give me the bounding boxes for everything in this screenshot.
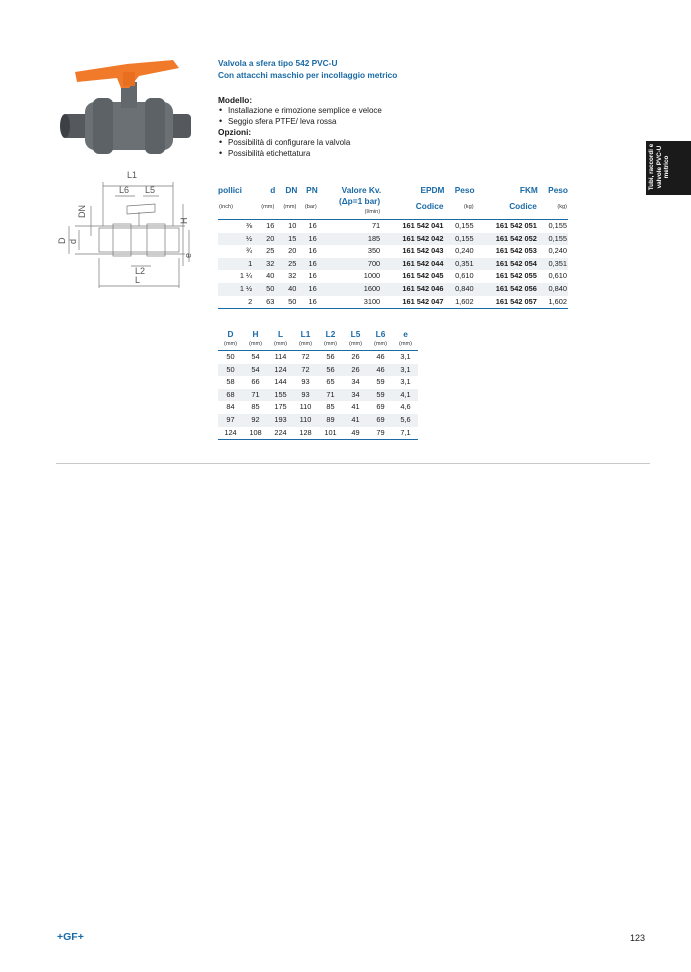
svg-text:L1: L1 [127, 170, 138, 180]
gf-logo: +GF+ [57, 931, 84, 943]
table-cell: 41 [343, 414, 368, 427]
table-cell: 34 [351, 377, 360, 387]
table-cell: 26 [343, 364, 368, 377]
table-header-row [218, 329, 418, 340]
col-subheader: Codice [415, 201, 444, 211]
table-cell: 97 [218, 414, 243, 427]
unit-label: (mm) [398, 341, 413, 347]
table-cell: 89 [318, 414, 343, 427]
table-cell: 25 [266, 246, 275, 256]
col-header: PN [306, 185, 318, 195]
svg-text:DN: DN [77, 205, 87, 218]
table-cell: 161 542 046 [381, 283, 444, 296]
table-cell: 69 [376, 402, 385, 412]
table-cell: 0,840 [444, 283, 474, 296]
col-header: D [227, 329, 234, 339]
unit-label: (mm) [261, 203, 275, 210]
table-cell: 161 542 044 [381, 258, 444, 271]
table-cell: 161 542 053 [495, 246, 537, 256]
col-subheader: (Δp=1 bar) [338, 196, 381, 206]
table-cell: 59 [368, 389, 393, 402]
side-tab-line: valvole PVC-U [655, 145, 663, 189]
unit-label: (inch) [219, 203, 233, 210]
table-cell: 161 542 056 [475, 283, 538, 296]
table-cell: 4,6 [400, 402, 411, 412]
table-cell: 110 [293, 414, 318, 427]
table-cell: 58 [226, 377, 235, 387]
svg-text:L2: L2 [135, 266, 146, 276]
features-block [218, 95, 478, 159]
table-cell: 56 [318, 364, 343, 377]
table-cell: 40 [275, 283, 297, 296]
table-cell: ¾ [246, 246, 253, 256]
table-row [218, 389, 418, 402]
table-cell: 50 [253, 283, 275, 296]
table-cell: 71 [318, 389, 343, 402]
table-header-row [218, 185, 568, 196]
opzioni-heading: Opzioni: [218, 127, 252, 137]
table-cell: 93 [301, 377, 310, 387]
unit-label: (bar) [304, 203, 317, 210]
table-row [218, 245, 568, 258]
table-cell: 26 [351, 352, 360, 361]
table-cell: 1600 [318, 283, 381, 296]
side-tab-line: metrico [663, 155, 670, 179]
table-cell: 15 [275, 233, 297, 246]
svg-text:L5: L5 [145, 185, 156, 195]
valve-product-image [55, 52, 200, 157]
table-cell: 700 [318, 258, 381, 271]
svg-text:H: H [179, 217, 189, 224]
svg-text:L6: L6 [119, 185, 130, 195]
table-cell: 161 542 041 [402, 221, 444, 230]
table-cell: 110 [299, 402, 312, 412]
table-row [218, 233, 568, 246]
codes-table [218, 185, 568, 309]
table-cell: 0,155 [455, 221, 474, 230]
table-cell: 161 542 045 [402, 271, 444, 281]
table-cell: 32 [288, 271, 297, 281]
table-cell: 4,1 [393, 389, 418, 402]
table-cell: 155 [268, 389, 293, 402]
product-title: Valvola a sfera tipo 542 PVC-U Con attacchi maschio per incollaggio metrico [218, 58, 398, 80]
table-cell: 1,602 [455, 296, 474, 306]
table-cell: 16 [308, 296, 317, 306]
table-cell: 161 542 042 [381, 233, 444, 246]
unit-label: (mm) [273, 341, 288, 347]
table-cell: 161 542 054 [475, 258, 538, 271]
table-cell: 161 542 043 [402, 246, 444, 256]
table-cell: 350 [367, 246, 381, 256]
table-cell: 54 [243, 364, 268, 377]
table-cell: 16 [297, 283, 317, 296]
table-cell: 5,6 [393, 414, 418, 427]
unit-label: (mm) [283, 203, 297, 210]
table-row [218, 364, 418, 377]
table-row [218, 351, 418, 364]
table-cell: 84 [226, 402, 235, 412]
table-cell: 0,240 [455, 246, 474, 256]
table-cell: 20 [288, 246, 297, 256]
table-cell: 79 [376, 427, 385, 437]
table-cell: 0,155 [548, 221, 567, 230]
col-header: L [277, 329, 284, 339]
svg-text:d: d [68, 238, 78, 244]
table-cell: 224 [274, 427, 287, 437]
table-cell: 50 [218, 364, 243, 377]
table-cell: 0,610 [548, 271, 567, 281]
table-cell: 16 [266, 221, 275, 230]
table-cell: 63 [266, 296, 275, 306]
table-cell: 101 [324, 427, 337, 437]
page-number: 123 [630, 933, 646, 943]
table-cell: 124 [268, 364, 293, 377]
table-cell: 32 [253, 258, 275, 271]
table-row [218, 427, 418, 440]
table-cell: 3,1 [393, 364, 418, 377]
section-side-tab [646, 141, 691, 195]
opzioni-item: • Possibilità etichettatura [218, 149, 478, 160]
col-subheader: Codice [509, 201, 537, 211]
table-cell: 3100 [363, 296, 381, 306]
table-cell: 1 [218, 258, 253, 271]
table-cell: 41 [351, 402, 360, 412]
table-cell: 0,840 [538, 283, 568, 296]
table-cell: 25 [275, 258, 297, 271]
unit-label: (mm) [373, 341, 388, 347]
col-header: Peso [454, 185, 475, 195]
table-cell: 1000 [363, 271, 381, 281]
table-cell: 0,351 [444, 258, 474, 271]
table-cell: 50 [288, 296, 297, 306]
table-cell: ⅜ [246, 221, 253, 230]
table-cell: 161 542 052 [475, 233, 538, 246]
table-cell: 0,610 [455, 271, 474, 281]
col-header: FKM [519, 185, 538, 195]
table-cell: 10 [288, 221, 297, 230]
modello-item: • Seggio sfera PTFE/ leva rossa [218, 117, 478, 128]
table-cell: 72 [301, 352, 310, 361]
table-cell: 59 [376, 377, 385, 387]
table-cell: 49 [351, 427, 360, 437]
table-cell: 128 [299, 427, 312, 437]
table-cell: 1 ½ [218, 283, 253, 296]
modello-item: • Installazione e rimozione semplice e veloce [218, 106, 478, 117]
table-cell: 161 542 055 [495, 271, 537, 281]
table-cell: 0,351 [538, 258, 568, 271]
table-cell: 71 [371, 221, 381, 230]
unit-label: (l/min) [364, 209, 381, 215]
dimension-diagram [55, 166, 195, 294]
table-cell: 16 [308, 246, 317, 256]
table-cell: 193 [268, 414, 293, 427]
svg-text:L: L [135, 275, 141, 285]
table-cell: 92 [243, 414, 268, 427]
col-header: e [403, 329, 408, 339]
table-row [218, 220, 568, 233]
col-header: pollici [218, 185, 242, 195]
unit-label: (mm) [223, 341, 238, 347]
table-cell: 2 [248, 296, 253, 306]
side-tab-line: Tubi, raccordi e [648, 143, 655, 191]
table-cell: 66 [251, 377, 260, 387]
table-cell: 3,1 [400, 352, 411, 361]
table-row [218, 283, 568, 296]
table-cell: 108 [249, 427, 262, 437]
table-cell: 16 [308, 271, 317, 281]
table-row [218, 414, 418, 427]
table-cell: 124 [224, 427, 237, 437]
table-cell: 20 [253, 233, 275, 246]
table-cell: 3,1 [400, 377, 411, 387]
table-cell: 1,602 [548, 296, 567, 306]
unit-label: (kg) [463, 203, 474, 210]
table-cell: 1 ¼ [239, 271, 253, 281]
table-cell: 93 [293, 389, 318, 402]
table-row [218, 401, 418, 414]
table-cell: 144 [274, 377, 287, 387]
col-header: H [252, 329, 259, 339]
unit-label: (kg) [557, 203, 567, 210]
table-cell: 65 [326, 377, 335, 387]
col-header: L5 [350, 329, 361, 339]
svg-text:D: D [57, 237, 67, 244]
table-cell: 16 [297, 258, 317, 271]
table-cell: 175 [274, 402, 287, 412]
col-header: EPDM [420, 185, 445, 195]
col-header: d [270, 185, 276, 195]
table-cell: 161 542 057 [495, 296, 537, 306]
table-cell: 40 [266, 271, 275, 281]
table-cell: 34 [343, 389, 368, 402]
col-header: L2 [325, 329, 336, 339]
col-header: Peso [548, 185, 568, 195]
table-row [218, 376, 418, 389]
table-unit-row [218, 340, 418, 351]
table-cell: 56 [326, 352, 335, 361]
table-cell: 7,1 [400, 427, 411, 437]
table-cell: 85 [326, 402, 335, 412]
table-cell: 16 [308, 221, 317, 230]
col-header: DN [285, 185, 298, 195]
table-cell: 0,155 [444, 233, 474, 246]
table-cell: 185 [318, 233, 381, 246]
unit-label: (mm) [348, 341, 363, 347]
table-cell: 71 [243, 389, 268, 402]
separator-line [56, 463, 650, 464]
dimensions-table [218, 329, 418, 440]
table-cell: 114 [274, 352, 287, 361]
modello-heading: Modello: [218, 95, 253, 105]
table-cell: 46 [368, 364, 393, 377]
table-cell: 16 [297, 233, 317, 246]
table-cell: 54 [251, 352, 260, 361]
table-cell: 68 [218, 389, 243, 402]
table-cell: ½ [218, 233, 253, 246]
col-header: Valore Kv. [341, 185, 382, 195]
table-cell: 161 542 051 [495, 221, 537, 230]
table-cell: 0,240 [548, 246, 567, 256]
unit-label: (mm) [323, 341, 338, 347]
table-cell: 0,155 [538, 233, 568, 246]
svg-text:e: e [183, 252, 193, 258]
table-unit-row [218, 196, 568, 220]
table-row [218, 270, 568, 283]
table-cell: 69 [368, 414, 393, 427]
unit-label: (mm) [298, 341, 313, 347]
col-header: L6 [375, 329, 386, 339]
table-cell: 85 [251, 402, 260, 412]
table-cell: 161 542 047 [402, 296, 444, 306]
table-cell: 50 [226, 352, 235, 361]
table-cell: 72 [293, 364, 318, 377]
col-header: L1 [300, 329, 311, 339]
table-row [218, 258, 568, 271]
unit-label: (mm) [248, 341, 263, 347]
table-cell: 46 [376, 352, 385, 361]
table-row [218, 296, 568, 309]
opzioni-item: • Possibilità di configurare la valvola [218, 138, 478, 149]
